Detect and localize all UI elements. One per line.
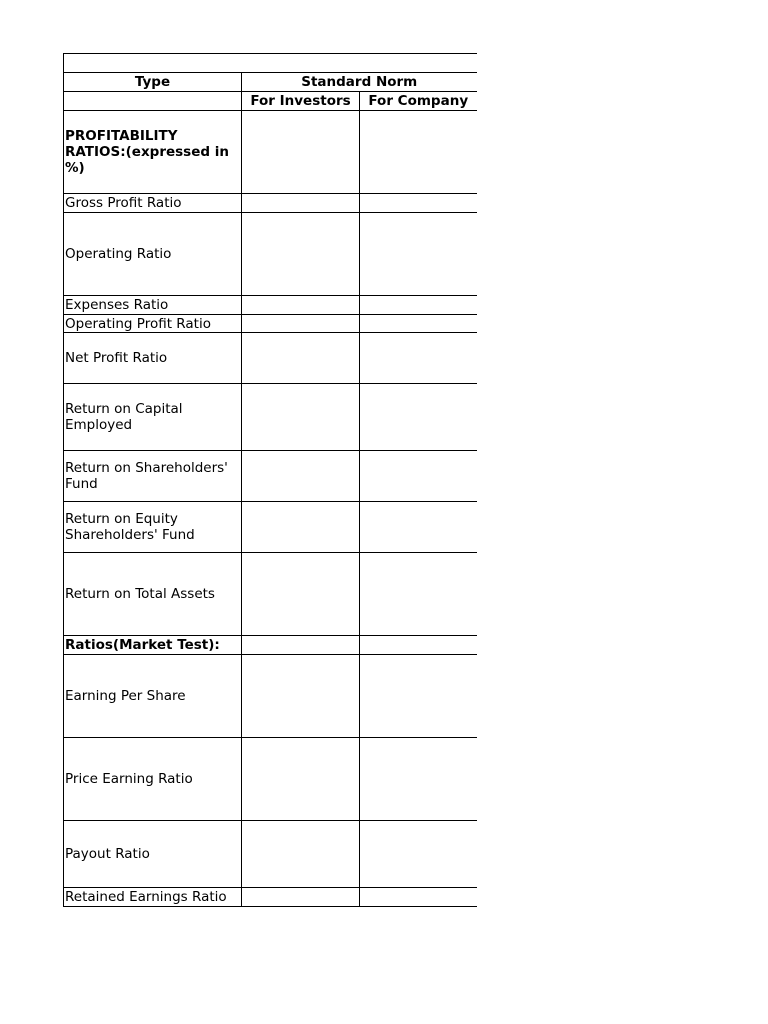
for-company-header[interactable]: For Company	[360, 92, 477, 111]
investors-cell[interactable]	[242, 194, 360, 213]
investors-cell[interactable]	[242, 296, 360, 315]
row-label[interactable]: Payout Ratio	[64, 821, 242, 888]
market-test-section-heading[interactable]: Ratios(Market Test):	[64, 636, 242, 655]
standard-norm-header[interactable]: Standard Norm	[242, 73, 477, 92]
header-row	[64, 73, 477, 92]
company-cell[interactable]	[360, 655, 477, 738]
investors-cell[interactable]	[242, 333, 360, 384]
row-label[interactable]: Return on Total Assets	[64, 553, 242, 636]
table-row	[64, 315, 477, 333]
company-cell[interactable]	[360, 502, 477, 553]
blank-top-row	[64, 54, 477, 73]
table-row	[64, 451, 477, 502]
profitability-section-heading[interactable]: PROFITABILITY RATIOS:(expressed in %)	[64, 111, 242, 194]
row-label[interactable]: Return on Equity Shareholders' Fund	[64, 502, 242, 553]
investors-cell[interactable]	[242, 553, 360, 636]
row-label[interactable]: Gross Profit Ratio	[64, 194, 242, 213]
table-row	[64, 655, 477, 738]
type-header[interactable]: Type	[64, 73, 242, 92]
company-cell[interactable]	[360, 553, 477, 636]
table-row	[64, 502, 477, 553]
company-cell[interactable]	[360, 636, 477, 655]
table-row	[64, 213, 477, 296]
table-row	[64, 553, 477, 636]
company-cell[interactable]	[360, 213, 477, 296]
company-cell[interactable]	[360, 821, 477, 888]
investors-cell[interactable]	[242, 451, 360, 502]
ratio-norms-table	[63, 53, 477, 907]
company-cell[interactable]	[360, 315, 477, 333]
table-row	[64, 821, 477, 888]
investors-cell[interactable]	[242, 655, 360, 738]
company-cell[interactable]	[360, 194, 477, 213]
company-cell[interactable]	[360, 384, 477, 451]
for-investors-header[interactable]: For Investors	[242, 92, 360, 111]
company-cell[interactable]	[360, 333, 477, 384]
row-label[interactable]: Operating Profit Ratio	[64, 315, 242, 333]
investors-cell[interactable]	[242, 315, 360, 333]
row-label[interactable]: Price Earning Ratio	[64, 738, 242, 821]
row-label[interactable]: Retained Earnings Ratio	[64, 888, 242, 907]
table-row	[64, 738, 477, 821]
company-cell[interactable]	[360, 451, 477, 502]
row-label[interactable]: Earning Per Share	[64, 655, 242, 738]
investors-cell[interactable]	[242, 384, 360, 451]
subheader-row	[64, 92, 477, 111]
investors-cell[interactable]	[242, 738, 360, 821]
table-row	[64, 333, 477, 384]
table-row	[64, 194, 477, 213]
investors-cell[interactable]	[242, 502, 360, 553]
section-row-profitability	[64, 111, 477, 194]
table-row	[64, 296, 477, 315]
table-row	[64, 888, 477, 907]
investors-cell[interactable]	[242, 821, 360, 888]
row-label[interactable]: Net Profit Ratio	[64, 333, 242, 384]
investors-cell[interactable]	[242, 636, 360, 655]
subheader-blank-cell[interactable]	[64, 92, 242, 111]
table-row	[64, 384, 477, 451]
row-label[interactable]: Return on Capital Employed	[64, 384, 242, 451]
company-cell[interactable]	[360, 888, 477, 907]
blank-top-cell[interactable]	[64, 54, 477, 73]
row-label[interactable]: Expenses Ratio	[64, 296, 242, 315]
row-label[interactable]: Operating Ratio	[64, 213, 242, 296]
section-row-market-test	[64, 636, 477, 655]
company-cell[interactable]	[360, 111, 477, 194]
investors-cell[interactable]	[242, 111, 360, 194]
investors-cell[interactable]	[242, 888, 360, 907]
company-cell[interactable]	[360, 296, 477, 315]
investors-cell[interactable]	[242, 213, 360, 296]
row-label[interactable]: Return on Shareholders' Fund	[64, 451, 242, 502]
company-cell[interactable]	[360, 738, 477, 821]
